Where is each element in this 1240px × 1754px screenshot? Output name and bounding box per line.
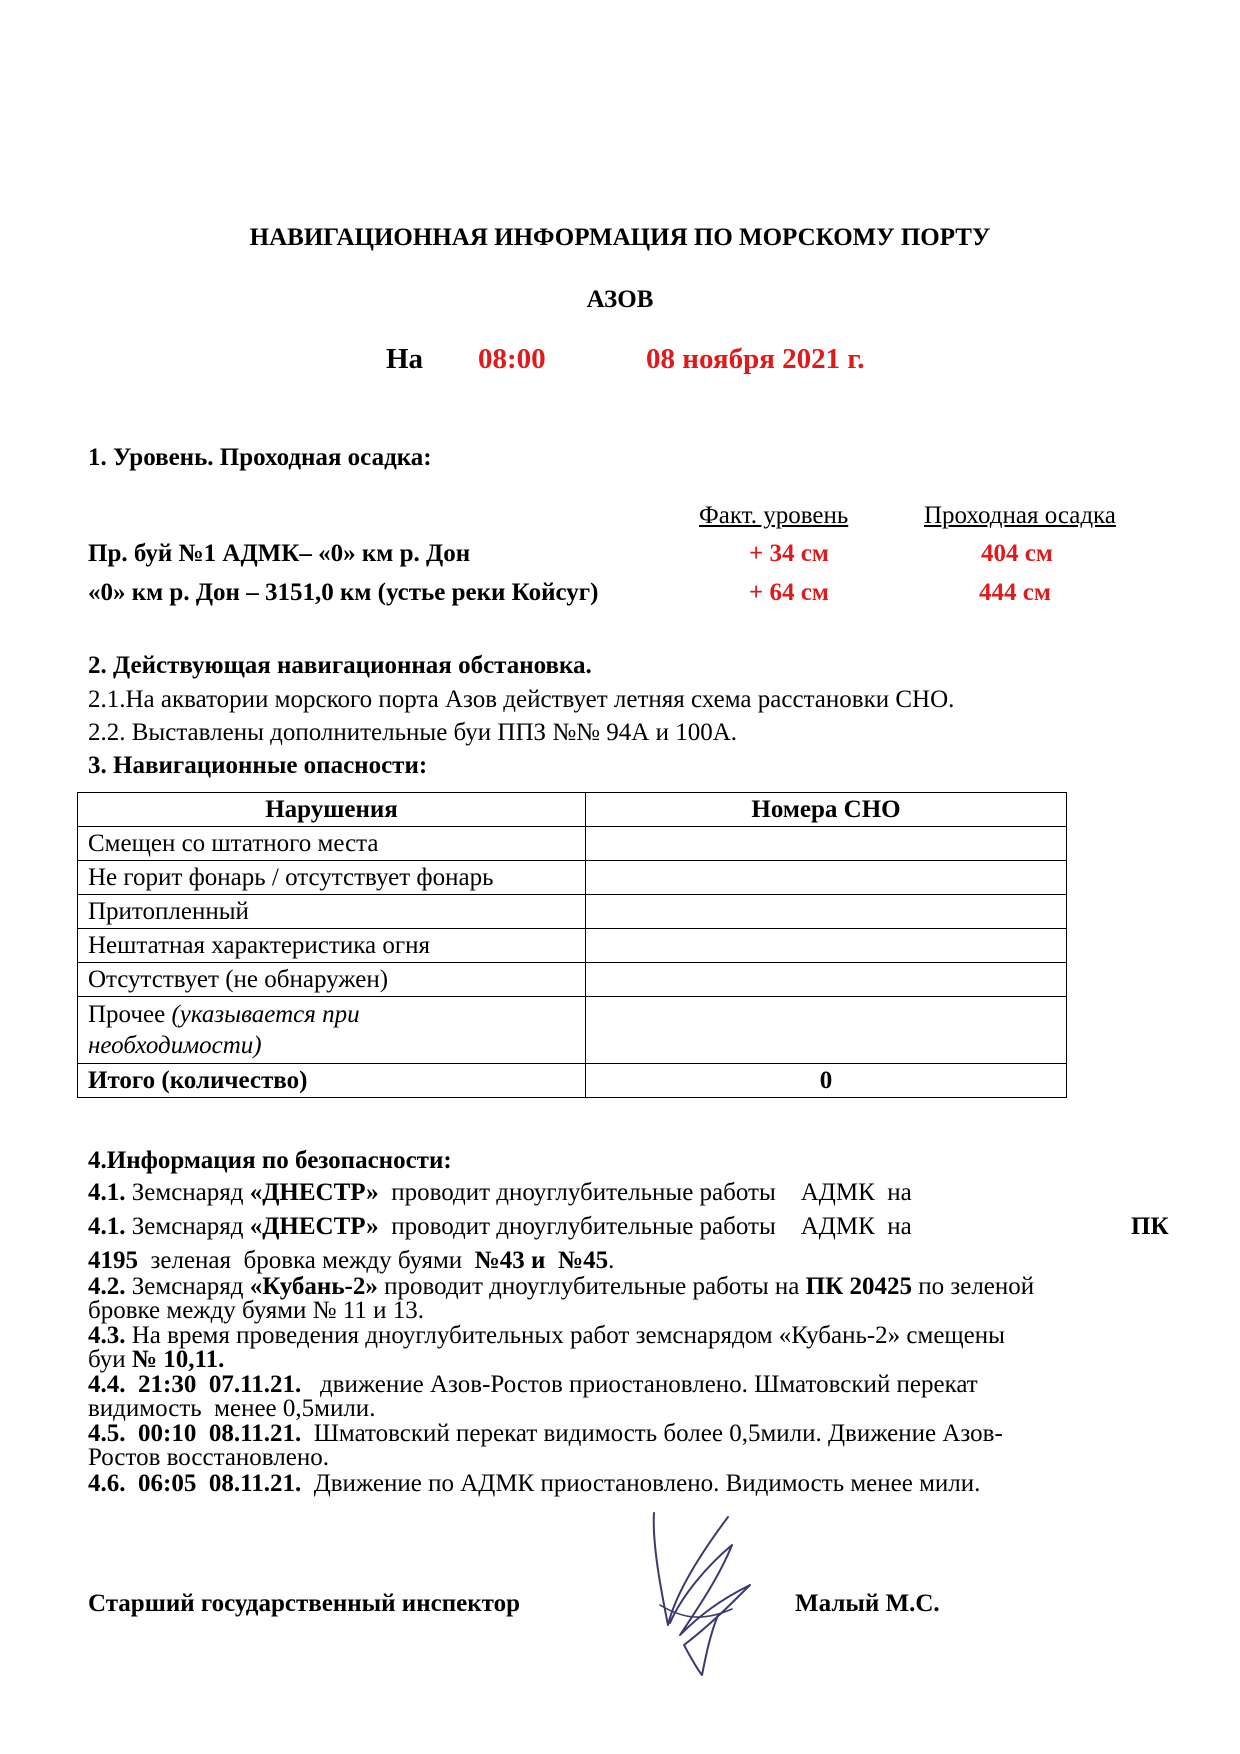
dredger-name: «Кубань-2» (249, 1273, 378, 1300)
safety-item-cont (88, 1348, 224, 1372)
item-text: Шматовский перекат видимость более 0,5мили. Движение Азов- (301, 1420, 1003, 1447)
handwritten-signature (640, 1505, 770, 1680)
item-number: 4.6. 06:05 08.11.21. (88, 1470, 302, 1497)
buoy-numbers: №43 и №45 (474, 1247, 609, 1274)
item-text: . (608, 1247, 615, 1274)
safety-item (88, 1181, 912, 1205)
violation-name: Смещен со штатного места (78, 827, 586, 861)
level-section: «0» км р. Дон – 3151,0 км (устье реки Койсуг) (88, 579, 599, 606)
pk-number: 4195 (88, 1247, 138, 1274)
report-time: 08:00 (478, 343, 546, 375)
level-draft: 444 см (979, 579, 1051, 606)
pk-label: ПК (1131, 1213, 1169, 1240)
report-date: 08 ноября 2021 г. (646, 343, 865, 375)
item-number: 4.1. (88, 1213, 126, 1240)
other-note-cont: необходимости) (88, 1032, 262, 1059)
buoy-numbers: № 10,11. (131, 1346, 225, 1373)
table-row (78, 861, 1067, 895)
safety-item (88, 1324, 1005, 1348)
table-row (78, 929, 1067, 963)
safety-heading: 4.Информация по безопасности: (88, 1147, 452, 1174)
item-text: Земснаряд (125, 1273, 250, 1300)
total-label: Итого (количество) (78, 1064, 586, 1098)
col-fact-level: Факт. уровень (699, 502, 849, 529)
situation-heading: 2. Действующая навигационная обстановка. (88, 652, 592, 679)
item-number: 4.3. (88, 1322, 126, 1349)
safety-item-cont: бровке между буями № 11 и 13. (88, 1297, 424, 1324)
table-row (78, 963, 1067, 997)
date-prefix: На (386, 343, 424, 375)
hazards-heading: 3. Навигационные опасности: (88, 752, 428, 779)
level-draft: 404 см (981, 540, 1053, 567)
item-number: 4.5. 00:10 08.11.21. (88, 1420, 302, 1447)
dredger-name: «ДНЕСТР» (249, 1213, 379, 1240)
total-value: 0 (586, 1064, 1067, 1098)
sno-numbers (586, 963, 1067, 997)
safety-item-cont (88, 1249, 614, 1273)
table-row (78, 895, 1067, 929)
other-note: (указывается при (171, 1001, 360, 1028)
table-row-other (78, 997, 1067, 1064)
document-title: НАВИГАЦИОННАЯ ИНФОРМАЦИЯ ПО МОРСКОМУ ПОРТУ (249, 224, 991, 251)
safety-item-cont: видимость менее 0,5мили. (88, 1395, 376, 1422)
item-text: проводит дноуглубительные работы АДМК на (378, 1213, 912, 1240)
item-text: Движение по АДМК приостановлено. Видимость менее мили. (301, 1470, 981, 1497)
item-text: Земснаряд (125, 1213, 250, 1240)
violation-other (78, 997, 586, 1064)
pk-number: ПК 20425 (805, 1273, 912, 1300)
table-row (78, 827, 1067, 861)
hazards-table (77, 792, 1067, 1098)
safety-item-cont: Ростов восстановлено. (88, 1444, 329, 1471)
sno-numbers (586, 929, 1067, 963)
violation-name: Нештатная характеристика огня (78, 929, 586, 963)
safety-item (88, 1275, 1034, 1299)
port-name: АЗОВ (586, 286, 654, 313)
item-number: 4.1. (88, 1179, 126, 1206)
sno-numbers (586, 827, 1067, 861)
item-text: по зеленой (911, 1273, 1035, 1300)
col-violations: Нарушения (78, 793, 586, 827)
item-text: Земснаряд (125, 1179, 250, 1206)
level-fact: + 34 см (749, 540, 829, 567)
col-sno-numbers: Номера СНО (586, 793, 1067, 827)
signatory-position: Старший государственный инспектор (88, 1590, 520, 1617)
level-fact: + 64 см (749, 579, 829, 606)
violation-name: Не горит фонарь / отсутствует фонарь (78, 861, 586, 895)
table-header-row (78, 793, 1067, 827)
level-section: Пр. буй №1 АДМК– «0» км р. Дон (88, 540, 471, 567)
situation-item: 2.2. Выставлены дополнительные буи ППЗ №№ 94А и 100А. (88, 719, 738, 746)
level-heading: 1. Уровень. Проходная осадка: (88, 444, 432, 471)
situation-item: 2.1.На акватории морского порта Азов действует летняя схема расстановки СНО. (88, 686, 955, 713)
col-passing-draft: Проходная осадка (924, 502, 1116, 529)
safety-item (88, 1422, 1003, 1446)
item-text: буи (88, 1346, 132, 1373)
item-text: На время проведения дноуглубительных работ земснарядом «Кубань-2» смещены (125, 1322, 1005, 1349)
sno-numbers (586, 997, 1067, 1064)
signatory-name: Малый М.С. (795, 1590, 940, 1617)
item-text: проводит дноуглубительные работы на (377, 1273, 806, 1300)
other-label: Прочее (88, 1001, 172, 1028)
dredger-name: «ДНЕСТР» (249, 1179, 379, 1206)
item-text: проводит дноуглубительные работы АДМК на (378, 1179, 912, 1206)
safety-item (88, 1373, 978, 1397)
sno-numbers (586, 861, 1067, 895)
item-number: 4.2. (88, 1273, 126, 1300)
item-text: движение Азов-Ростов приостановлено. Шматовский перекат (301, 1371, 978, 1398)
sno-numbers (586, 895, 1067, 929)
item-text: зеленая бровка между буями (138, 1247, 475, 1274)
safety-item (88, 1472, 980, 1496)
violation-name: Притопленный (78, 895, 586, 929)
safety-item (88, 1215, 912, 1239)
item-number: 4.4. 21:30 07.11.21. (88, 1371, 302, 1398)
table-total-row (78, 1064, 1067, 1098)
violation-name: Отсутствует (не обнаружен) (78, 963, 586, 997)
